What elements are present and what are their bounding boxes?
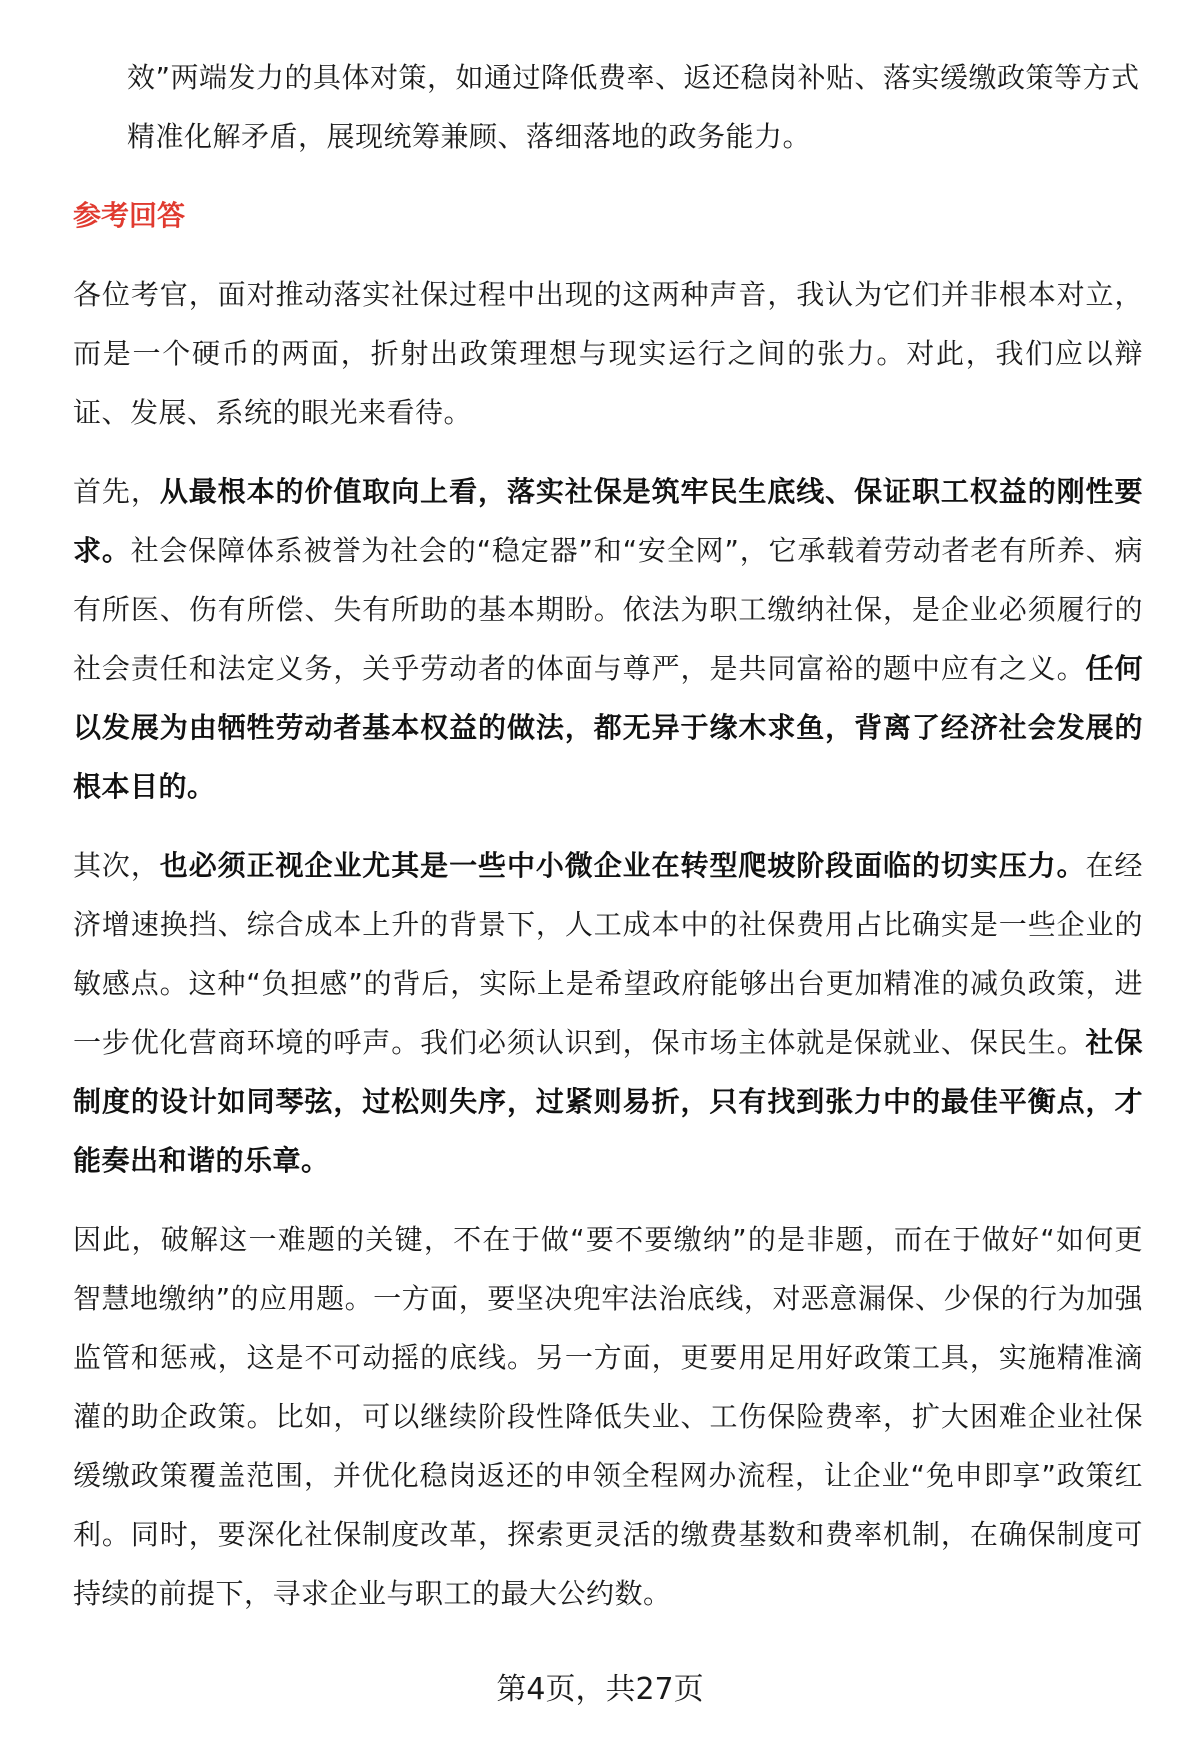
paragraph-2-bold-2: 任何以发展为由牺牲劳动者基本权益的做法，都无异于缘木求鱼，背离了经济社会发展的根本目的。 — [73, 652, 1143, 803]
paragraph-2-run-1: 首先， — [73, 475, 160, 508]
paragraph-3-run-2: 在经济增速换挡、综合成本上升的背景下，人工成本中的社保费用占比确实是一些企业的敏感点。这种“负担感”的背后，实际上是希望政府能够出台更加精准的减负政策，进一步优化营商环境的呼声。我们必须认识到，保市场主体就是保就业、保民生。 — [73, 849, 1143, 1059]
paragraph-3-run-1: 其次， — [73, 849, 160, 882]
paragraph-2-bold-1: 从最根本的价值取向上看，落实社保是筑牢民生底线、保证职工权益的刚性要求。 — [73, 475, 1143, 567]
paragraph-1 — [73, 265, 1143, 442]
document-page — [73, 48, 1143, 1623]
paragraph-2 — [73, 462, 1143, 816]
intro-tail-text: 效”两端发力的具体对策，如通过降低费率、返还稳岗补贴、落实缓缴政策等方式精准化解矛盾，展现统筹兼顾、落细落地的政务能力。 — [127, 61, 1140, 153]
section-title: 参考回答 — [73, 199, 186, 232]
paragraph-3 — [73, 836, 1143, 1190]
paragraph-3-bold-2: 社保制度的设计如同琴弦，过松则失序，过紧则易折，只有找到张力中的最佳平衡点，才能奏出和谐的乐章。 — [73, 1026, 1143, 1177]
paragraph-3-bold-1: 也必须正视企业尤其是一些中小微企业在转型爬坡阶段面临的切实压力。 — [159, 849, 1086, 882]
paragraph-4 — [73, 1210, 1143, 1623]
paragraph-4-run-1: 因此，破解这一难题的关键，不在于做“要不要缴纳”的是非题，而在于做好“如何更智慧地缴纳”的应用题。一方面，要坚决兜牢法治底线，对恶意漏保、少保的行为加强监管和惩戒，这是不可动摇的底线。另一方面，更要用足用好政策工具，实施精准滴灌的助企政策。比如，可以继续阶段性降低失业、工伤保险费率，扩大困难企业社保缓缴政策覆盖范围，并优化稳岗返还的申领全程网办流程，让企业“免申即享”政策红利。同时，要深化社保制度改革，探索更灵活的缴费基数和费率机制，在确保制度可持续的前提下，寻求企业与职工的最大公约数。 — [73, 1223, 1143, 1610]
paragraph-1-run-1: 各位考官，面对推动落实社保过程中出现的这两种声音，我认为它们并非根本对立，而是一个硬币的两面，折射出政策理想与现实运行之间的张力。对此，我们应以辩证、发展、系统的眼光来看待。 — [73, 278, 1143, 429]
page-footer: 第4页，共27页 — [496, 1672, 704, 1707]
paragraph-2-run-2: 社会保障体系被誉为社会的“稳定器”和“安全网”，它承载着劳动者老有所养、病有所医、伤有所偿、失有所助的基本期盼。依法为职工缴纳社保，是企业必须履行的社会责任和法定义务，关乎劳动者的体面与尊严，是共同富裕的题中应有之义。 — [73, 534, 1143, 685]
